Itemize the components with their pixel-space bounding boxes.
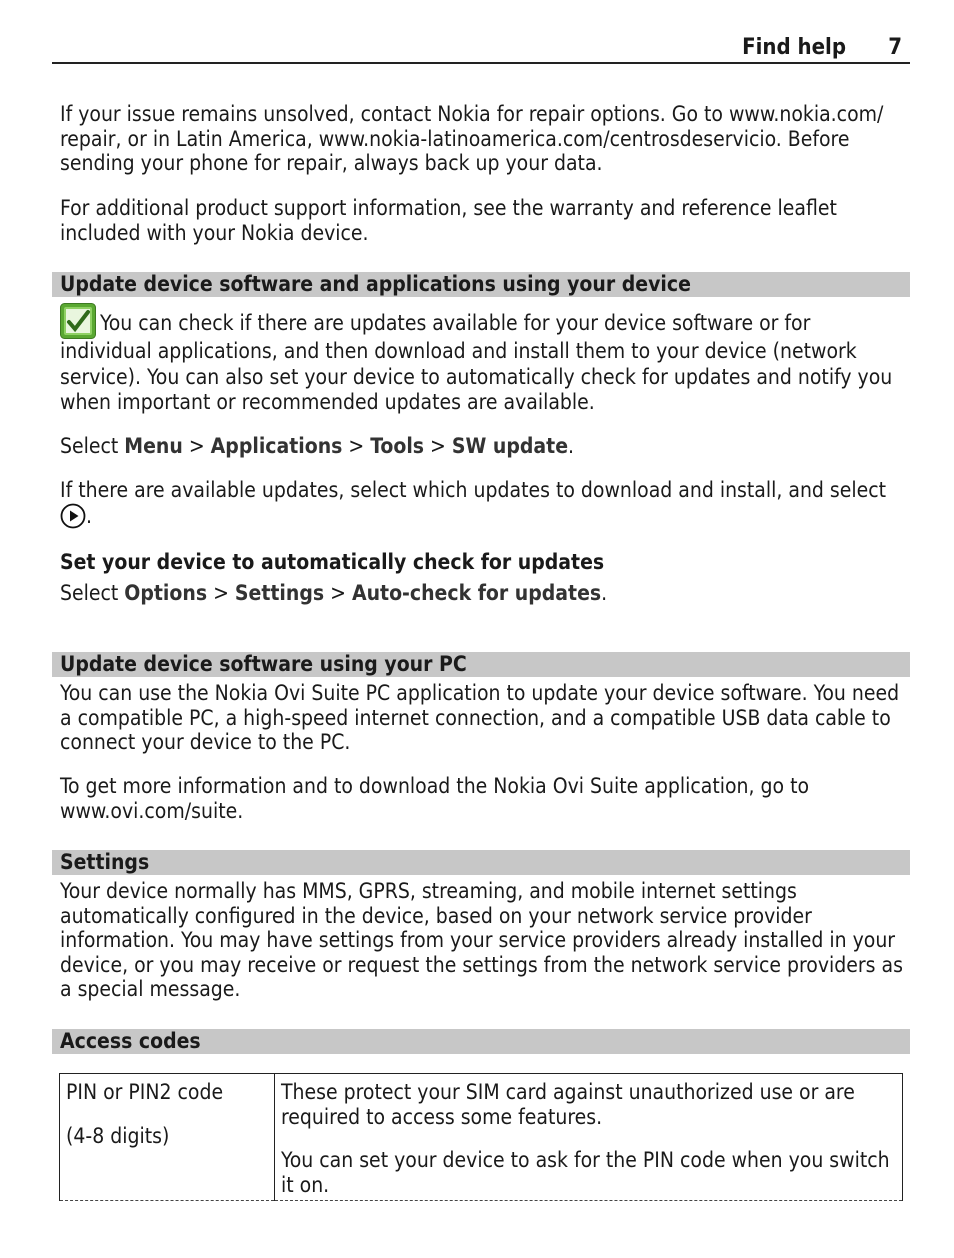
settings-text: Your device normally has MMS, GPRS, streaming, and mobile internet settings automatically configured in the device, based on your network service provider information. You may have settings from your service providers already installed in your device, or you may receive or request the settings from the network service providers as a special message. [60, 879, 903, 1002]
menu-item-tools[interactable]: Tools [370, 434, 425, 458]
page-header [52, 34, 910, 64]
path-separator: > [424, 434, 452, 458]
intro-paragraph-1 [60, 102, 908, 176]
menu-item-sw-update[interactable]: SW update [451, 434, 569, 458]
code-description-2: You can set your device to ask for the PIN code when you switch it on. [281, 1148, 890, 1197]
section-heading-settings: Settings [52, 850, 910, 875]
update-pc-paragraph-2 [60, 774, 908, 823]
update-pc-paragraph-1 [60, 681, 908, 755]
settings-paragraph [60, 879, 908, 1002]
update-device-paragraph-1 [60, 303, 908, 416]
intro-text-2: For additional product support information, see the warranty and reference leaflet included with your Nokia device. [60, 196, 837, 245]
play-icon[interactable] [60, 503, 86, 529]
available-updates-paragraph [60, 478, 908, 529]
update-device-text: You can check if there are updates available for your device software or for individual applications, and then download and install them to your device (network service). You can also set your device to automatically check for updates and notify you when important or recommended updates are available. [60, 311, 893, 415]
intro-paragraph-2 [60, 196, 908, 245]
auto-check-subheading [60, 550, 908, 575]
access-codes-table [59, 1073, 903, 1201]
section-heading-update-pc: Update device software using your PC [52, 652, 910, 677]
update-pc-text-2: To get more information and to download the Nokia Ovi Suite application, go to www.ovi.com/suite. [60, 774, 810, 823]
available-updates-text: If there are available updates, select which updates to download and install, and select [60, 478, 887, 502]
menu-item-menu[interactable]: Menu [124, 434, 183, 458]
menu-item-options[interactable]: Options [124, 581, 208, 605]
path-suffix: . [601, 581, 608, 605]
table-row [60, 1074, 903, 1201]
menu-item-auto-check[interactable]: Auto-check for updates [351, 581, 602, 605]
select-prefix: Select [60, 581, 125, 605]
code-name: PIN or PIN2 code [66, 1080, 224, 1104]
subheading-auto-check: Set your device to automatically check for updates [60, 550, 605, 574]
path-separator: > [207, 581, 235, 605]
select-prefix: Select [60, 434, 125, 458]
menu-item-applications[interactable]: Applications [210, 434, 343, 458]
section-heading-update-device: Update device software and applications using your device [52, 272, 910, 297]
software-update-app-icon [60, 303, 96, 339]
menu-item-settings[interactable]: Settings [234, 581, 325, 605]
section-heading-access-codes: Access codes [52, 1029, 910, 1054]
code-digits: (4-8 digits) [66, 1123, 170, 1148]
path-separator: > [342, 434, 371, 458]
available-updates-suffix: . [86, 503, 92, 528]
intro-text-1: If your issue remains unsolved, contact Nokia for repair options. Go to www.nokia.com/ repair, or in Latin America, www.nokia-latinoamerica.com/centrosdeservicio. Before sending your phone for repair, always back up your data. [60, 102, 884, 176]
select-path-auto-check [60, 581, 908, 606]
page-number: 7 [888, 35, 902, 60]
path-separator: > [182, 434, 211, 458]
code-description-1: These protect your SIM card against unauthorized use or are required to access some features. [281, 1080, 855, 1129]
select-path-sw-update [60, 434, 908, 459]
code-description-cell [275, 1074, 903, 1201]
path-separator: > [324, 581, 352, 605]
header-section-title: Find help [742, 35, 846, 60]
update-pc-text-1: You can use the Nokia Ovi Suite PC application to update your device software. You need a compatible PC, a high-speed internet connection, and a compatible USB data cable to connect your device to the PC. [60, 681, 900, 755]
path-suffix: . [568, 434, 575, 458]
code-name-cell [60, 1074, 275, 1201]
